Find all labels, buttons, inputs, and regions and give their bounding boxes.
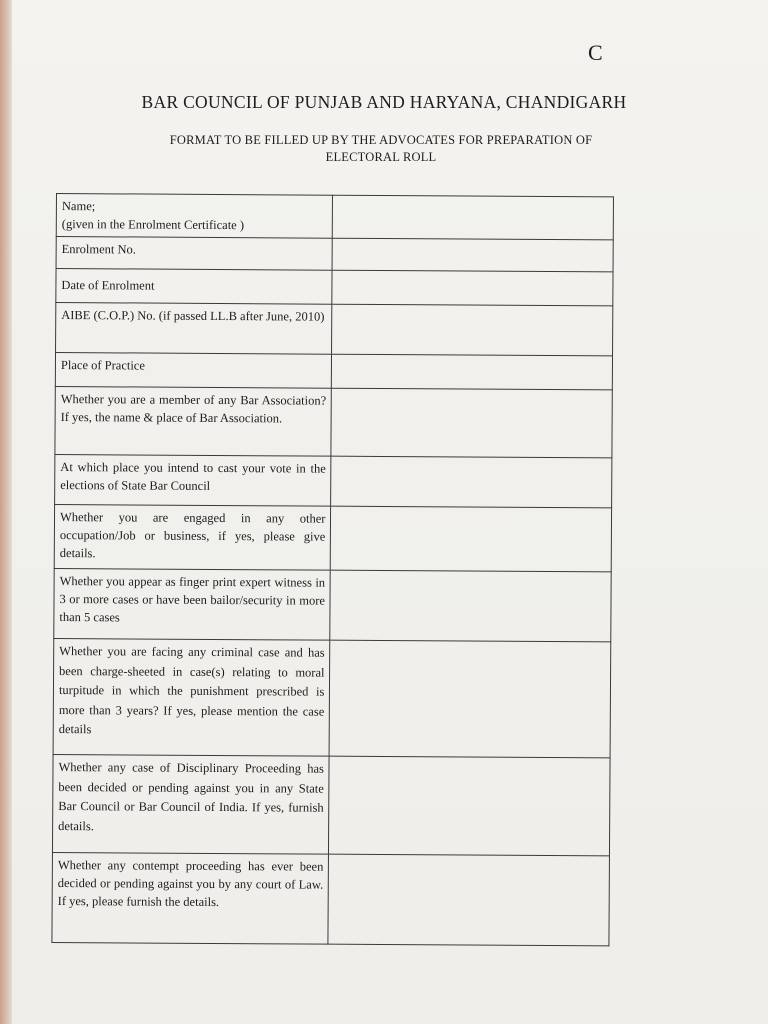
field-label-aibe: AIBE (C.O.P.) No. (if passed LL.B after June, 2010) (56, 303, 333, 355)
page-edge (0, 0, 12, 1024)
form-row-contempt-proceeding (52, 852, 610, 945)
answer-vote-place[interactable] (331, 456, 612, 508)
field-label-date-of-enrolment: Date of Enrolment (56, 269, 333, 305)
answer-disciplinary-proceeding[interactable] (329, 756, 610, 856)
answer-date-of-enrolment[interactable] (332, 270, 613, 306)
form-row-aibe (56, 303, 613, 356)
field-label-bar-association: Whether you are a member of any Bar Association? If yes, the name & place of Bar Association. (55, 386, 332, 456)
page-title: BAR COUNCIL OF PUNJAB AND HARYANA, CHANDIGARH (141, 92, 627, 112)
answer-enrolment-no[interactable] (332, 238, 613, 272)
field-label-other-occupation: Whether you are engaged in any other occupation/Job or business, if yes, please give details. (54, 504, 331, 570)
form-row-disciplinary-proceeding (52, 754, 610, 855)
form-row-vote-place (55, 454, 612, 507)
field-label-name-line2: (given in the Enrolment Certificate ) (61, 217, 245, 233)
subtitle-line-1: FORMAT TO BE FILLED UP BY THE ADVOCATES FOR PREPARATION OF (169, 133, 593, 147)
page-subtitle (96, 132, 666, 166)
answer-criminal-case[interactable] (330, 640, 611, 758)
field-label-finger-print-expert: Whether you appear as finger print expert witness in 3 or more cases or have been bailor/security in more than 5 cases (54, 568, 331, 640)
form-row-bar-association (55, 386, 612, 457)
electoral-roll-form (51, 193, 614, 946)
form-row-criminal-case (53, 638, 611, 757)
form-row-finger-print-expert (54, 568, 611, 641)
field-label-place-of-practice: Place of Practice (55, 353, 332, 389)
field-label-vote-place: At which place you intend to cast your vote in the elections of State Bar Council (55, 454, 332, 506)
answer-aibe[interactable] (332, 304, 613, 356)
field-label-contempt-proceeding: Whether any contempt proceeding has ever been decided or pending against you by any court of Law. If yes, please furnish the details. (52, 852, 329, 944)
field-label-name-line1: Name; (61, 199, 96, 214)
field-label-enrolment-no: Enrolment No. (56, 237, 333, 271)
field-label-disciplinary-proceeding: Whether any case of Disciplinary Proceeding has been decided or pending against you in any State Bar Council or Bar Council of India. If yes, furnish details. (52, 754, 329, 854)
field-label-criminal-case: Whether you are facing any criminal case and has been charge-sheeted in case(s) relating to moral turpitude in which the punishment prescribed is more than 3 years? If yes, please mention the case details (53, 638, 330, 756)
form-row-date-of-enrolment (56, 269, 613, 306)
answer-contempt-proceeding[interactable] (328, 854, 609, 946)
form-row-other-occupation (54, 504, 611, 571)
answer-bar-association[interactable] (331, 388, 612, 458)
answer-other-occupation[interactable] (331, 506, 612, 572)
field-label-name (56, 194, 333, 239)
answer-finger-print-expert[interactable] (330, 570, 611, 642)
form-row-enrolment-no (56, 237, 613, 272)
answer-place-of-practice[interactable] (332, 354, 613, 390)
subtitle-line-2: ELECTORAL ROLL (325, 150, 437, 164)
answer-name[interactable] (333, 195, 614, 240)
form-row-name (56, 194, 613, 240)
corner-mark: C (588, 40, 604, 65)
form-row-place-of-practice (55, 353, 612, 390)
